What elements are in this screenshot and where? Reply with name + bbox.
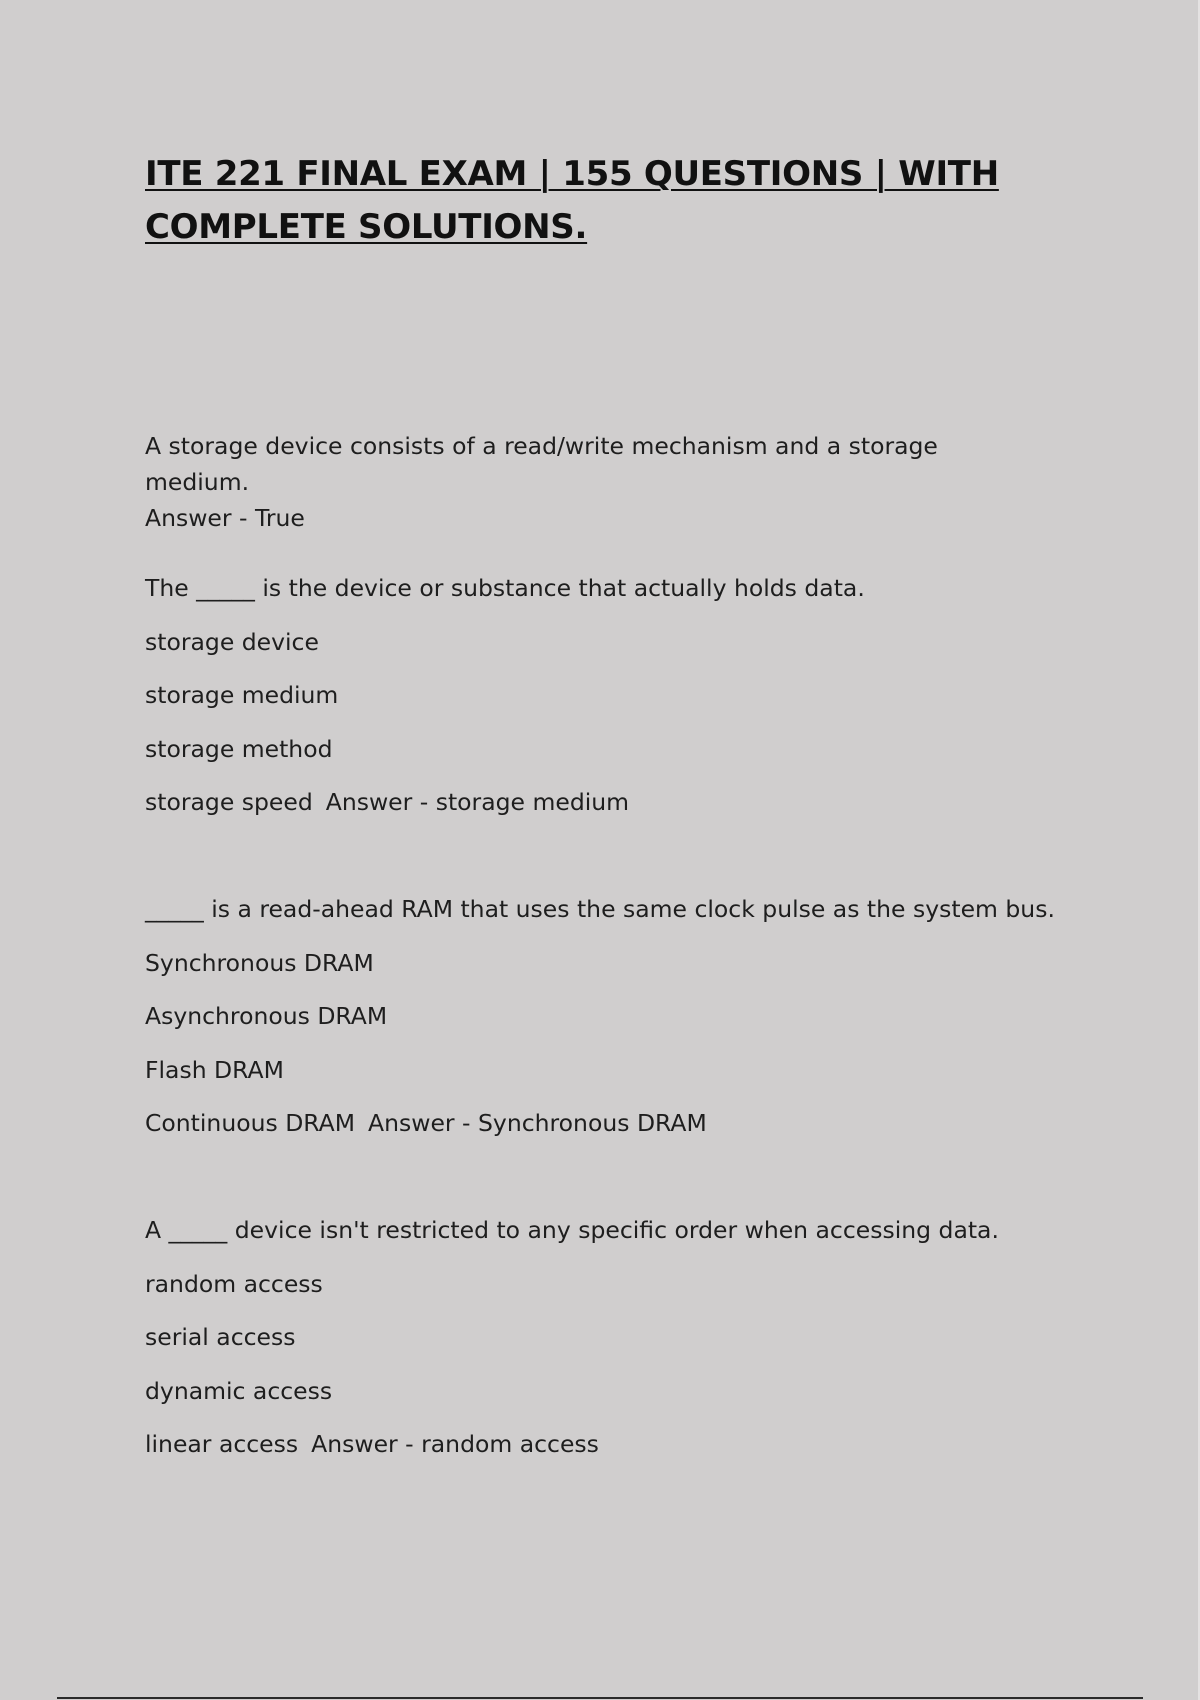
question-4-option-4: linear access	[145, 1430, 299, 1458]
question-3-option-4: Continuous DRAM	[145, 1109, 356, 1137]
question-3	[145, 891, 1055, 1159]
question-2-answer: Answer - storage medium	[325, 788, 630, 816]
question-3-answer: Answer - Synchronous DRAM	[368, 1109, 707, 1137]
question-4-option-4-with-answer	[145, 1426, 1045, 1480]
question-2-option-3: storage method	[145, 734, 333, 763]
question-4-option-2: serial access	[145, 1323, 296, 1351]
question-2-option-4: storage speed	[145, 788, 313, 816]
question-3-option-3: Flash DRAM	[145, 1055, 284, 1084]
question-2-option-4-with-answer	[145, 784, 1045, 838]
document-body	[145, 148, 1055, 1458]
question-4-answer: Answer - random access	[311, 1430, 599, 1458]
question-1-answer: Answer - True	[145, 504, 305, 532]
footer-divider	[57, 1697, 1143, 1699]
question-2-option-2: storage medium	[145, 681, 339, 709]
question-1	[145, 428, 1045, 536]
question-2-option-1: storage device	[145, 627, 319, 656]
page-title: ITE 221 FINAL EXAM | 155 QUESTIONS | WITH COMPLETE SOLUTIONS.	[145, 154, 999, 247]
question-4	[145, 1212, 1045, 1480]
question-4-option-1: random access	[145, 1269, 323, 1298]
question-2-stem: The _____ is the device or substance that actually holds data.	[145, 574, 865, 602]
question-3-option-2: Asynchronous DRAM	[145, 1002, 388, 1030]
question-4-stem: A _____ device isn't restricted to any specific order when accessing data.	[145, 1216, 999, 1244]
question-3-option-4-with-answer	[145, 1105, 1045, 1159]
question-1-stem: A storage device consists of a read/write mechanism and a storage medium.	[145, 432, 938, 496]
question-2	[145, 570, 1045, 838]
question-3-option-1: Synchronous DRAM	[145, 948, 374, 977]
question-3-stem: _____ is a read-ahead RAM that uses the same clock pulse as the system bus.	[145, 895, 1055, 923]
question-4-option-3: dynamic access	[145, 1376, 333, 1405]
